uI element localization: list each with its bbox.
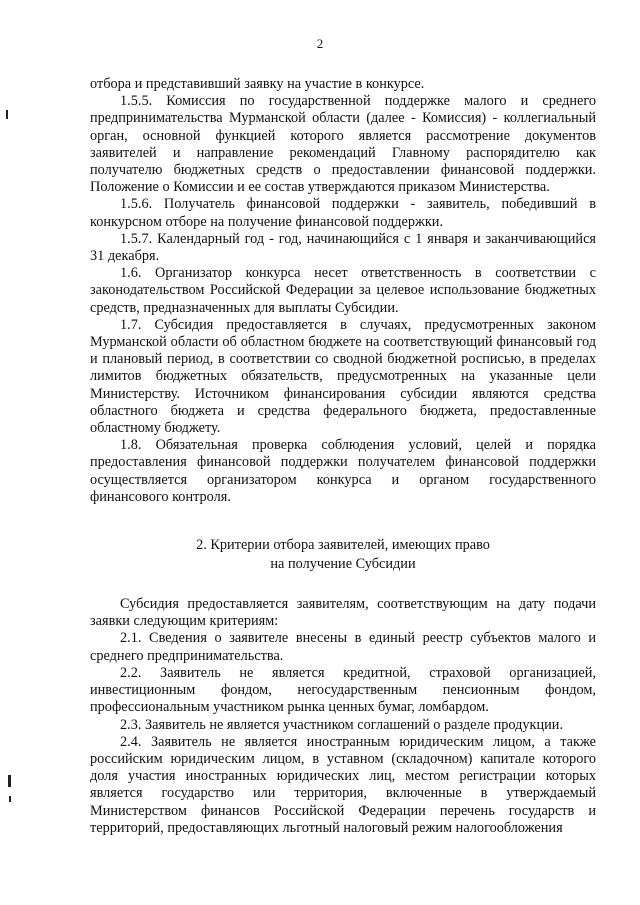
section-heading	[90, 536, 596, 574]
paragraph: отбора и представивший заявку на участие в конкурсе.	[90, 76, 425, 92]
paragraph: 1.7. Субсидия предоставляется в случаях, предусмотренных законом Мурманской области об областном бюджете на соответствующий финансовый год и плановый период, в соответствии со сводной бюджетной росписью, в пределах лимитов бюджетных обязательств, предусмотренных на указанные цели Министерству. Источником финансирования субсидии являются средства областного бюджета и средства федерального бюджета, предоставленные областному бюджету.	[90, 316, 596, 437]
paragraph: 1.6. Организатор конкурса несет ответственность в соответствии с законодательством Российской Федерации за целевое использование бюджетных средств, предназначенных для выплаты Субсидии.	[90, 265, 596, 316]
page-number: 2	[316, 36, 324, 51]
scan-mark	[9, 796, 11, 802]
paragraph: 1.5.5. Комиссия по государственной поддержке малого и среднего предпринимательства Мурманской области (далее - Комиссия) - коллегиальный орган, основной функцией которого является рассмотрение документов заявителей и направление рекомендаций Главному распорядителю как получателю бюджетных средств о предоставлении финансовой поддержки. Положение о Комиссии и ее состав утверждаются приказом Министерства.	[90, 93, 596, 196]
paragraph: 1.5.7. Календарный год - год, начинающийся с 1 января и заканчивающийся 31 декабря.	[90, 230, 596, 265]
paragraph: 2.1. Сведения о заявителе внесены в единый реестр субъектов малого и среднего предпринимательства.	[90, 630, 596, 664]
paragraph: 2.4. Заявитель не является иностранным юридическим лицом, а также российским юридическим лицом, в уставном (складочном) капитале которого доля участия иностранных юридических лиц, местом регистрации которых является государство или территория, включенные в утверждаемый Министерством финансов Российской Федерации перечень государств и территорий, предоставляющих льготный налоговый режим налогообложения	[90, 733, 596, 836]
paragraph: 1.5.6. Получатель финансовой поддержки - заявитель, победивший в конкурсном отборе на получение финансовой поддержки.	[90, 196, 596, 230]
paragraph: 2.3. Заявитель не является участником соглашений о разделе продукции.	[120, 716, 564, 733]
paragraph: Субсидия предоставляется заявителям, соответствующим на дату подачи заявки следующим критериям:	[90, 596, 596, 630]
scan-mark	[6, 110, 8, 119]
document-body	[90, 76, 596, 837]
scan-mark	[8, 775, 11, 787]
paragraphs-before	[90, 76, 596, 506]
paragraphs-after	[90, 596, 596, 837]
section-heading-line: на получение Субсидии	[270, 556, 416, 573]
paragraph: 1.8. Обязательная проверка соблюдения условий, целей и порядка предоставления финансовой поддержки получателем финансовой поддержки осуществляется организатором конкурса и органом государственного финансового контроля.	[90, 437, 596, 505]
paragraph: 2.2. Заявитель не является кредитной, страховой организацией, инвестиционным фондом, негосударственным пенсионным фондом, профессиональным участником рынка ценных бумаг, ломбардом.	[90, 664, 596, 716]
section-heading-line: 2. Критерии отбора заявителей, имеющих право	[196, 537, 490, 554]
